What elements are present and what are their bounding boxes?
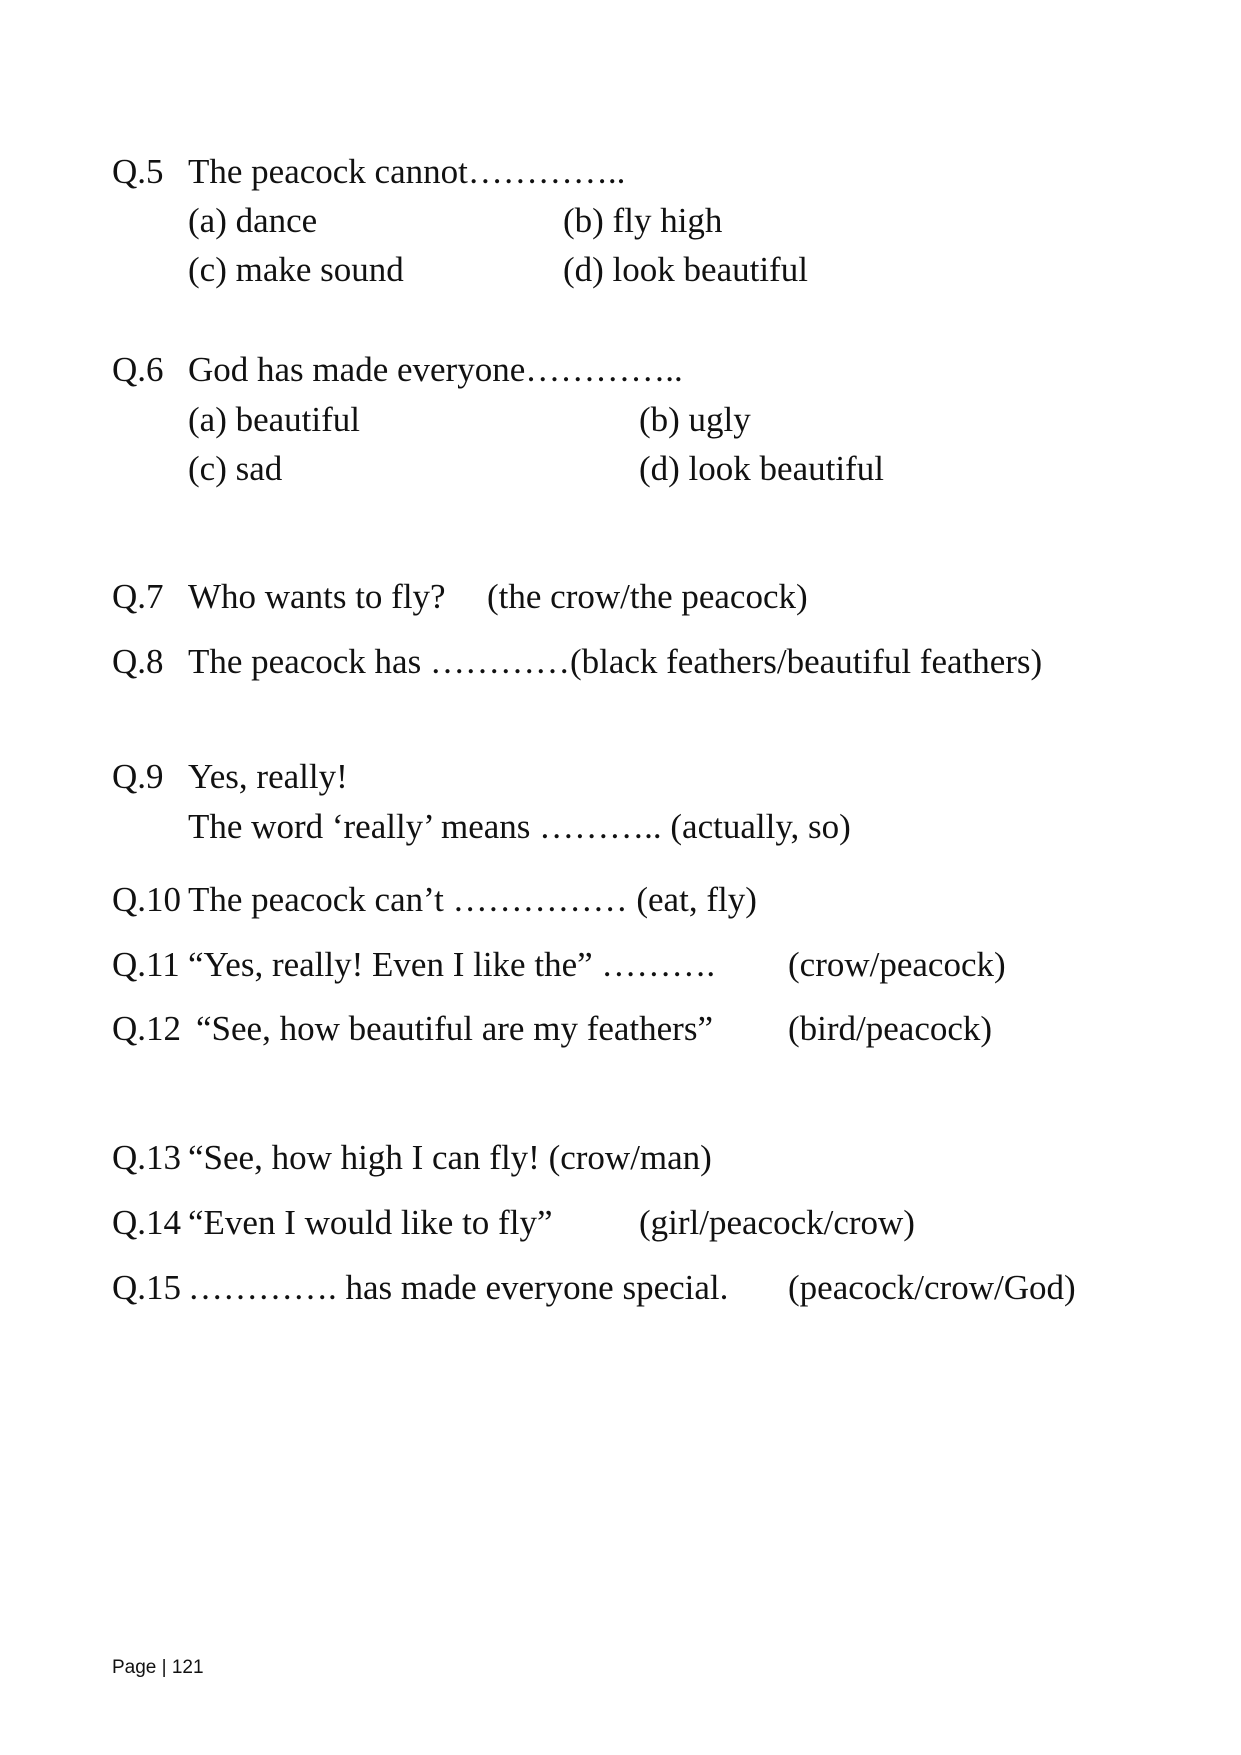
question-text: Who wants to fly? (188, 577, 446, 616)
question-text: God has made everyone………….. (188, 350, 683, 389)
question-options: (peacock/crow/God) (788, 1268, 1076, 1307)
option-a: (a) beautiful (188, 400, 360, 439)
question-text-secondary: The word ‘really’ means ……….. (actually, so) (188, 807, 851, 846)
option-d: (d) look beautiful (639, 449, 884, 488)
question-number: Q.9 (112, 757, 164, 796)
question-text: “See, how high I can fly! (crow/man) (188, 1138, 712, 1177)
question-options: (bird/peacock) (788, 1009, 993, 1048)
question-number: Q.5 (112, 152, 164, 191)
question-text: The peacock has …………(black feathers/beautiful feathers) (188, 642, 1043, 681)
option-d: (d) look beautiful (563, 250, 808, 289)
option-c: (c) sad (188, 449, 283, 488)
option-c: (c) make sound (188, 250, 404, 289)
question-number: Q.13 (112, 1138, 182, 1177)
question-number: Q.14 (112, 1203, 182, 1242)
page-number: Page | 121 (112, 1657, 204, 1678)
question-text: Yes, really! (188, 757, 348, 796)
question-number: Q.15 (112, 1268, 182, 1307)
question-text: “See, how beautiful are my feathers” (196, 1009, 713, 1048)
question-number: Q.7 (112, 577, 164, 616)
question-text: The peacock cannot………….. (188, 152, 626, 191)
question-number: Q.11 (112, 945, 180, 984)
question-text: “Even I would like to fly” (188, 1203, 553, 1242)
question-options: (girl/peacock/crow) (639, 1203, 915, 1242)
question-number: Q.8 (112, 642, 164, 681)
question-options: (crow/peacock) (788, 945, 1006, 984)
question-number: Q.10 (112, 880, 182, 919)
question-number: Q.12 (112, 1009, 182, 1048)
option-b: (b) fly high (563, 201, 723, 240)
question-text: The peacock can’t …………… (eat, fly) (188, 880, 757, 919)
option-b: (b) ugly (639, 400, 751, 439)
question-text: …………. has made everyone special. (188, 1268, 729, 1307)
option-a: (a) dance (188, 201, 318, 240)
question-number: Q.6 (112, 350, 164, 389)
question-options: (the crow/the peacock) (487, 577, 808, 616)
question-text: “Yes, really! Even I like the” ………. (188, 945, 716, 984)
